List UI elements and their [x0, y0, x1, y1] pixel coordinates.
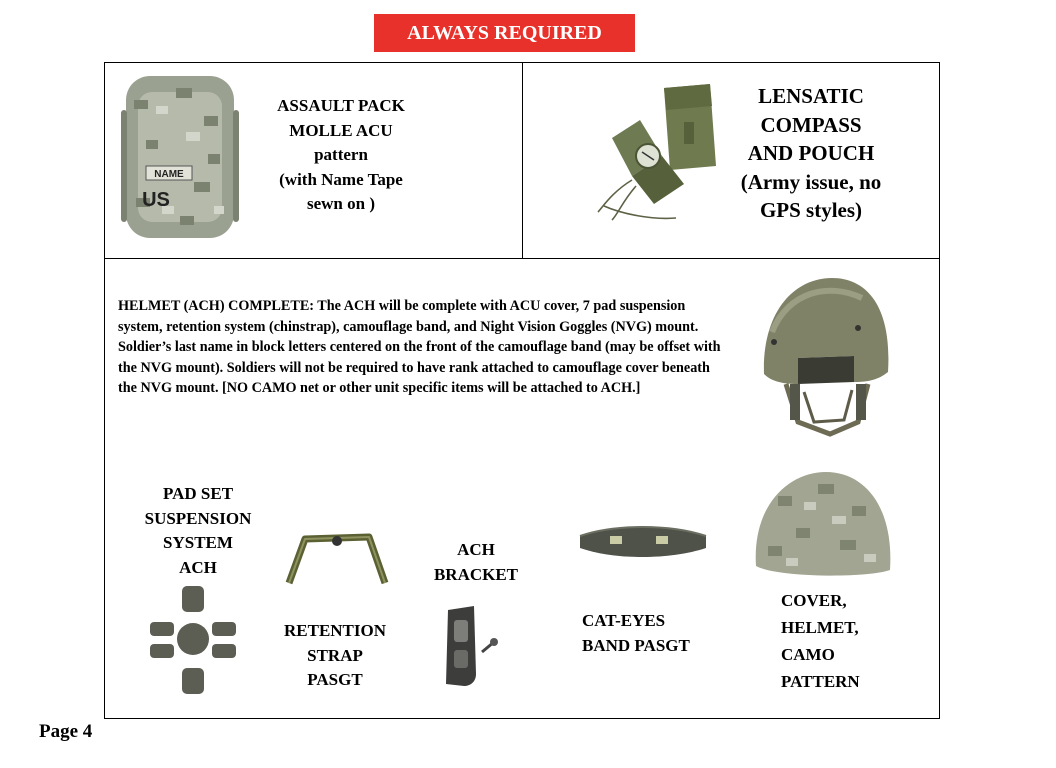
compass-label: LENSATIC COMPASS AND POUCH (Army issue, no GPS styles): [740, 84, 882, 223]
helmet-cover-label: COVER, HELMET, CAMO PATTERN: [781, 591, 860, 691]
page-number: Page 4: [39, 721, 93, 742]
ach-bracket-image: [440, 604, 500, 690]
cat-eyes-band-image: [574, 520, 712, 570]
always-required-banner: [374, 14, 635, 52]
compass-pouch-image: [592, 82, 724, 224]
assault-pack-label: ASSAULT PACK MOLLE ACU pattern (with Name Tape sewn on ): [277, 96, 405, 213]
ach-helmet-image: [758, 272, 898, 452]
helmet-description: HELMET (ACH) COMPLETE: The ACH will be complete with ACU cover, 7 pad suspension system, retention system (chinstrap), camouflage band, and Night Vision Goggles (NVG) mount. Soldier’s last name in block letters centered on the front of the camouflage band (may be offset with the NVG mount). Soldiers will not be required to have rank attached to camouflage cover beneath the NVG mount. [NO CAMO net or other unit specific items will be attached to ACH.]: [118, 298, 721, 397]
assault-pack-image: [116, 70, 244, 242]
ach-bracket-label: ACH BRACKET: [433, 540, 519, 584]
pad-set-label: PAD SET SUSPENSION SYSTEM ACH: [144, 484, 252, 577]
cat-eyes-band-label: CAT-EYES BAND PASGT: [582, 611, 690, 655]
retention-strap-image: [285, 527, 389, 589]
helmet-cover-image: [748, 466, 898, 578]
vertical-divider: [522, 62, 523, 258]
retention-strap-label: RETENTION STRAP PASGT: [283, 621, 387, 689]
name-tape-text: NAME: [154, 169, 184, 180]
horizontal-divider: [104, 258, 940, 259]
pad-set-image: [150, 584, 236, 696]
us-tape-text: US: [142, 189, 170, 211]
banner-title: ALWAYS REQUIRED: [407, 21, 602, 44]
